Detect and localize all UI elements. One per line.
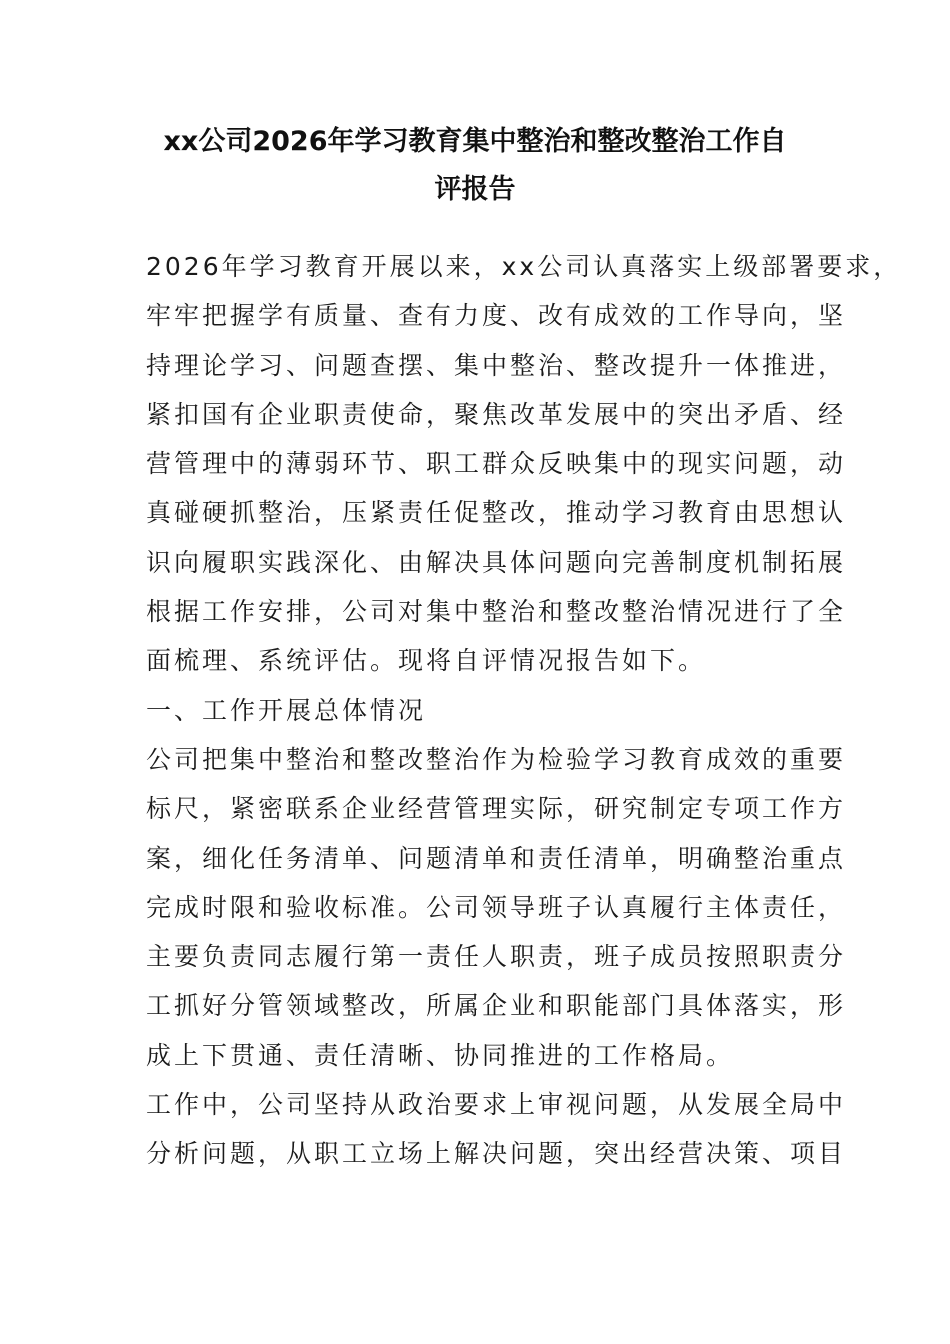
body-line: 2026年学习教育开展以来，xx公司认真落实上级部署要求，: [146, 252, 902, 281]
body-line: 根据工作安排，公司对集中整治和整改整治情况进行了全: [146, 597, 847, 627]
body-line: 面梳理、系统评估。现将自评情况报告如下。: [146, 646, 707, 676]
body-line: 工作中，公司坚持从政治要求上审视问题，从发展全局中: [146, 1090, 847, 1120]
body-line: 成上下贯通、责任清晰、协同推进的工作格局。: [146, 1040, 735, 1070]
body-line: 公司把集中整治和整改整治作为检验学习教育成效的重要: [146, 744, 847, 774]
document-title: [130, 118, 820, 214]
body-line: 主要负责同志履行第一责任人职责，班子成员按照职责分: [146, 942, 847, 972]
title-line-1: xx公司2026年学习教育集中整治和整改整治工作自: [163, 126, 787, 157]
body-line: 分析问题，从职工立场上解决问题，突出经营决策、项目: [146, 1139, 847, 1169]
body-line: 标尺，紧密联系企业经营管理实际，研究制定专项工作方: [146, 794, 847, 824]
body-line: 真碰硬抓整治，压紧责任促整改，推动学习教育由思想认: [146, 498, 847, 528]
section-heading: 一、工作开展总体情况: [146, 695, 427, 725]
body-line: 牢牢把握学有质量、查有力度、改有成效的工作导向，坚: [146, 301, 847, 331]
body-line: 紧扣国有企业职责使命，聚焦改革发展中的突出矛盾、经: [146, 399, 847, 429]
body-line: 案，细化任务清单、问题清单和责任清单，明确整治重点: [146, 843, 847, 873]
body-line: 持理论学习、问题查摆、集中整治、整改提升一体推进，: [146, 350, 847, 380]
body-line: 营管理中的薄弱环节、职工群众反映集中的现实问题，动: [146, 449, 847, 479]
title-line-2: 评报告: [434, 174, 516, 205]
body-line: 工抓好分管领域整改，所属企业和职能部门具体落实，形: [146, 991, 847, 1021]
document-body: [146, 242, 902, 1179]
body-line: 识向履职实践深化、由解决具体问题向完善制度机制拓展: [146, 547, 847, 577]
body-line: 完成时限和验收标准。公司领导班子认真履行主体责任，: [146, 892, 847, 922]
